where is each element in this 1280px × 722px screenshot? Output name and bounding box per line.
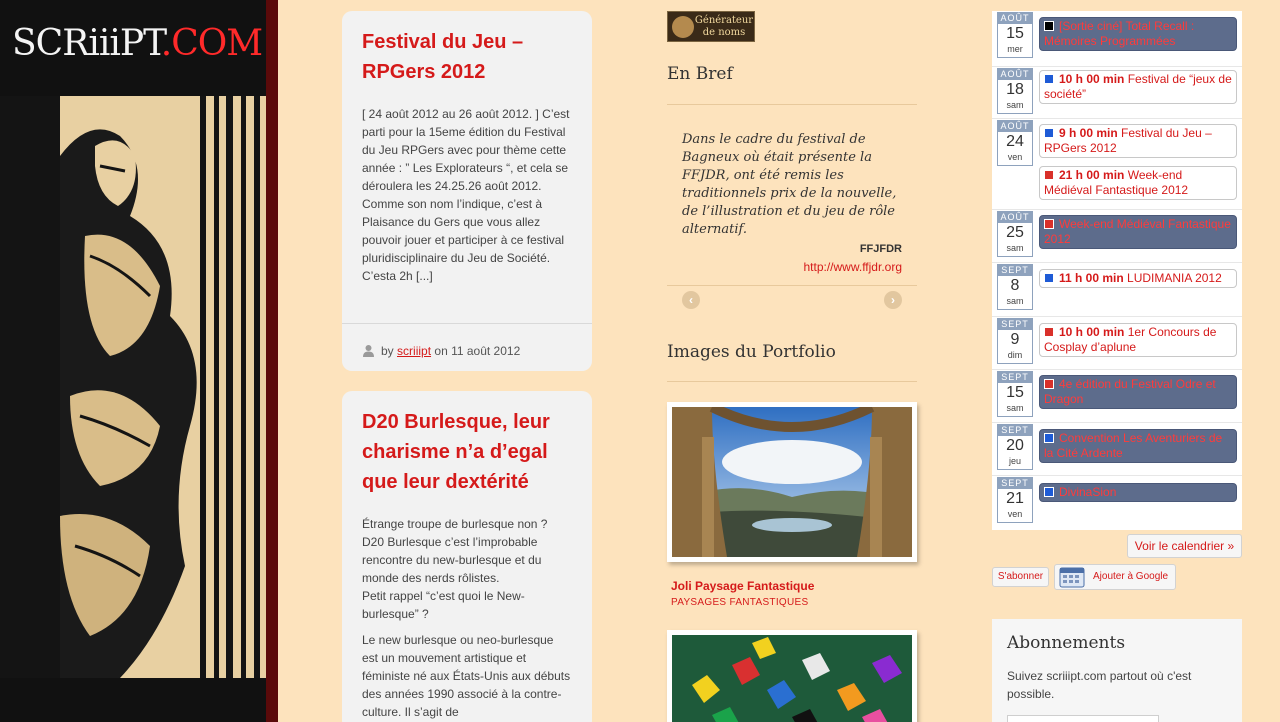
date-box xyxy=(997,424,1033,470)
date-weekday: sam xyxy=(1006,100,1024,110)
goblin-face-icon xyxy=(672,16,694,38)
category-color-icon xyxy=(1044,128,1054,138)
add-to-google-label: Ajouter à Google xyxy=(1093,571,1169,582)
site-logo[interactable] xyxy=(12,24,262,64)
date-weekday: sam xyxy=(1006,296,1024,306)
event-time: 9 h 00 min xyxy=(1059,126,1118,140)
event-time: 11 h 00 min xyxy=(1059,271,1124,285)
category-color-icon xyxy=(1044,170,1054,180)
event-title: DivinaSion xyxy=(1059,485,1117,499)
date-day: 15 xyxy=(1006,25,1024,42)
category-color-icon xyxy=(1044,487,1054,497)
category-color-icon xyxy=(1044,219,1054,229)
calendar-event[interactable] xyxy=(1039,215,1237,249)
calendar-day xyxy=(992,118,1242,209)
subscriptions-widget xyxy=(992,619,1242,722)
category-color-icon xyxy=(1044,21,1054,31)
date-day: 8 xyxy=(1010,277,1020,294)
portfolio-title: Images du Portfolio xyxy=(667,342,836,362)
date-weekday: ven xyxy=(1007,509,1023,519)
calendar-event[interactable] xyxy=(1039,17,1237,51)
post-paragraph: Petit rappel “c’est quoi le New-burlesque” ? xyxy=(362,589,525,621)
date-day: 15 xyxy=(1006,384,1024,401)
site-banner xyxy=(0,0,278,722)
post-card-d20-burlesque xyxy=(342,391,592,722)
banner-edge xyxy=(266,0,278,722)
logo-main: SCRiiiPT xyxy=(12,23,161,64)
post-date: on 11 août 2012 xyxy=(434,344,521,358)
date-day: 9 xyxy=(1010,331,1020,348)
date-month: SEPT xyxy=(998,265,1032,276)
date-month: SEPT xyxy=(998,319,1032,330)
date-day: 25 xyxy=(1006,224,1024,241)
date-month: SEPT xyxy=(998,478,1032,489)
category-color-icon xyxy=(1044,74,1054,84)
event-title: 4e édition du Festival Odre et Dragon xyxy=(1044,377,1216,406)
calendar-event[interactable] xyxy=(1039,166,1237,200)
divider xyxy=(667,285,917,286)
portfolio-image-landscape[interactable] xyxy=(667,402,917,562)
view-calendar-button[interactable]: Voir le calendrier » xyxy=(1127,534,1242,558)
event-time: 10 h 00 min xyxy=(1059,325,1125,339)
quote-link[interactable]: http://www.ffjdr.org xyxy=(803,260,902,274)
subscriptions-title: Abonnements xyxy=(1007,633,1126,653)
calendar-event[interactable] xyxy=(1039,483,1237,502)
date-day: 20 xyxy=(1006,437,1024,454)
date-weekday: mer xyxy=(1007,44,1023,54)
calendar-day xyxy=(992,11,1242,66)
date-month: AOÛT xyxy=(998,212,1032,223)
event-title: Week-end Médiéval Fantastique 2012 xyxy=(1044,217,1231,246)
quote-author: FFJFDR xyxy=(859,243,902,255)
generator-label-1: Générateur xyxy=(694,15,754,26)
logo-extension: .COM xyxy=(160,23,263,64)
calendar-day xyxy=(992,475,1242,530)
date-day: 24 xyxy=(1006,133,1024,150)
generator-label-2: de noms xyxy=(702,27,746,38)
date-month: SEPT xyxy=(998,425,1032,436)
date-box xyxy=(997,120,1033,166)
portfolio-item-title[interactable]: Joli Paysage Fantastique xyxy=(671,579,815,593)
author-link[interactable]: scriiipt xyxy=(397,344,432,358)
event-title: Convention Les Aventuriers de la Cité Ardente xyxy=(1044,431,1223,460)
subscription-email-input[interactable] xyxy=(1007,715,1159,722)
prev-arrow-icon[interactable]: ‹ xyxy=(682,291,700,309)
event-time: 21 h 00 min xyxy=(1059,168,1125,182)
date-day: 21 xyxy=(1006,490,1024,507)
post-excerpt: [ 24 août 2012 au 26 août 2012. ] C’est parti pour la 15eme édition du Festival du Jeu RPGers avec pour thème cette année : ” Les Explorateurs “, et cela se déroulera les 24.25.26 août 2012. Comme son nom l’indique, c’est à Plaisance du Gers que vous allez pouvoir jouer et participer à ce festival pluridisciplinaire du Jeu de Société. C’esta 2h [...] xyxy=(362,107,570,283)
calendar-day xyxy=(992,66,1242,118)
calendar-day xyxy=(992,209,1242,262)
category-color-icon xyxy=(1044,327,1054,337)
en-bref-title: En Bref xyxy=(667,64,733,84)
en-bref-quote: Dans le cadre du festival de Bagneux où était présente la FFJDR, ont été remis les traditionnels prix de la nouvelle, de l’illustration et du jeu de rôle alternatif. xyxy=(682,132,897,237)
category-color-icon xyxy=(1044,433,1054,443)
date-day: 18 xyxy=(1006,81,1024,98)
date-box xyxy=(997,264,1033,310)
post-title[interactable]: Festival du Jeu – RPGers 2012 xyxy=(362,31,524,83)
event-title: Festival du Jeu – RPGers 2012 xyxy=(1044,126,1212,155)
calendar-day xyxy=(992,369,1242,422)
name-generator-badge[interactable] xyxy=(667,11,755,42)
post-paragraph: Étrange troupe de burlesque non ? D20 Burlesque c’est l’improbable rencontre du new-burlesque et du monde des nerds rôlistes. xyxy=(362,517,548,585)
date-weekday: dim xyxy=(1007,350,1023,360)
post-paragraph: Le new burlesque ou neo-burlesque est un mouvement artistique et féministe né aux États-Unis aux débuts des années 1990 associé à la contre-culture. Il s’agit de xyxy=(362,633,571,719)
next-arrow-icon[interactable]: › xyxy=(884,291,902,309)
event-title: LUDIMANIA 2012 xyxy=(1127,271,1222,285)
events-calendar xyxy=(992,11,1242,530)
calendar-event[interactable] xyxy=(1039,269,1237,288)
calendar-day xyxy=(992,316,1242,369)
calendar-event[interactable] xyxy=(1039,70,1237,104)
calendar-event[interactable] xyxy=(1039,124,1237,158)
event-title: 1er Concours de Cosplay d’aplune xyxy=(1044,325,1217,354)
portfolio-item-category[interactable]: PAYSAGES FANTASTIQUES xyxy=(671,597,809,608)
calendar-day xyxy=(992,262,1242,316)
divider xyxy=(667,381,917,382)
meta-by: by xyxy=(381,344,394,358)
add-to-google-button[interactable] xyxy=(1054,564,1176,590)
event-title: [Sortie ciné] Total Recall : Mémoires Programmées xyxy=(1044,19,1195,48)
category-color-icon xyxy=(1044,379,1054,389)
divider xyxy=(667,104,917,105)
date-month: AOÛT xyxy=(998,13,1032,24)
subscribe-button[interactable]: S'abonner xyxy=(992,567,1049,587)
date-month: SEPT xyxy=(998,372,1032,383)
calendar-day xyxy=(992,422,1242,475)
event-title: Week-end Médiéval Fantastique 2012 xyxy=(1044,168,1189,197)
date-box xyxy=(997,371,1033,417)
date-month: AOÛT xyxy=(998,121,1032,132)
date-box xyxy=(997,318,1033,364)
date-box xyxy=(997,12,1033,58)
date-box xyxy=(997,211,1033,257)
portfolio-image-dice[interactable] xyxy=(667,630,917,722)
post-meta xyxy=(342,323,592,378)
date-weekday: sam xyxy=(1006,243,1024,253)
banner-illustration xyxy=(0,96,267,678)
calendar-event[interactable] xyxy=(1039,323,1237,357)
date-weekday: ven xyxy=(1007,152,1023,162)
post-title[interactable]: D20 Burlesque, leur charisme n’a d’egal que leur dextérité xyxy=(362,411,550,493)
post-card-festival xyxy=(342,11,592,371)
calendar-event[interactable] xyxy=(1039,429,1237,463)
date-weekday: sam xyxy=(1006,403,1024,413)
category-color-icon xyxy=(1044,273,1054,283)
date-month: AOÛT xyxy=(998,69,1032,80)
event-time: 10 h 00 min xyxy=(1059,72,1125,86)
event-title: Festival de “jeux de société” xyxy=(1044,72,1232,101)
date-box xyxy=(997,477,1033,523)
calendar-icon xyxy=(1059,566,1087,588)
date-weekday: jeu xyxy=(1008,456,1021,466)
calendar-event[interactable] xyxy=(1039,375,1237,409)
subscriptions-text: Suivez scriiipt.com partout où c'est possible. xyxy=(1007,669,1192,701)
user-icon xyxy=(362,344,375,357)
date-box xyxy=(997,68,1033,114)
